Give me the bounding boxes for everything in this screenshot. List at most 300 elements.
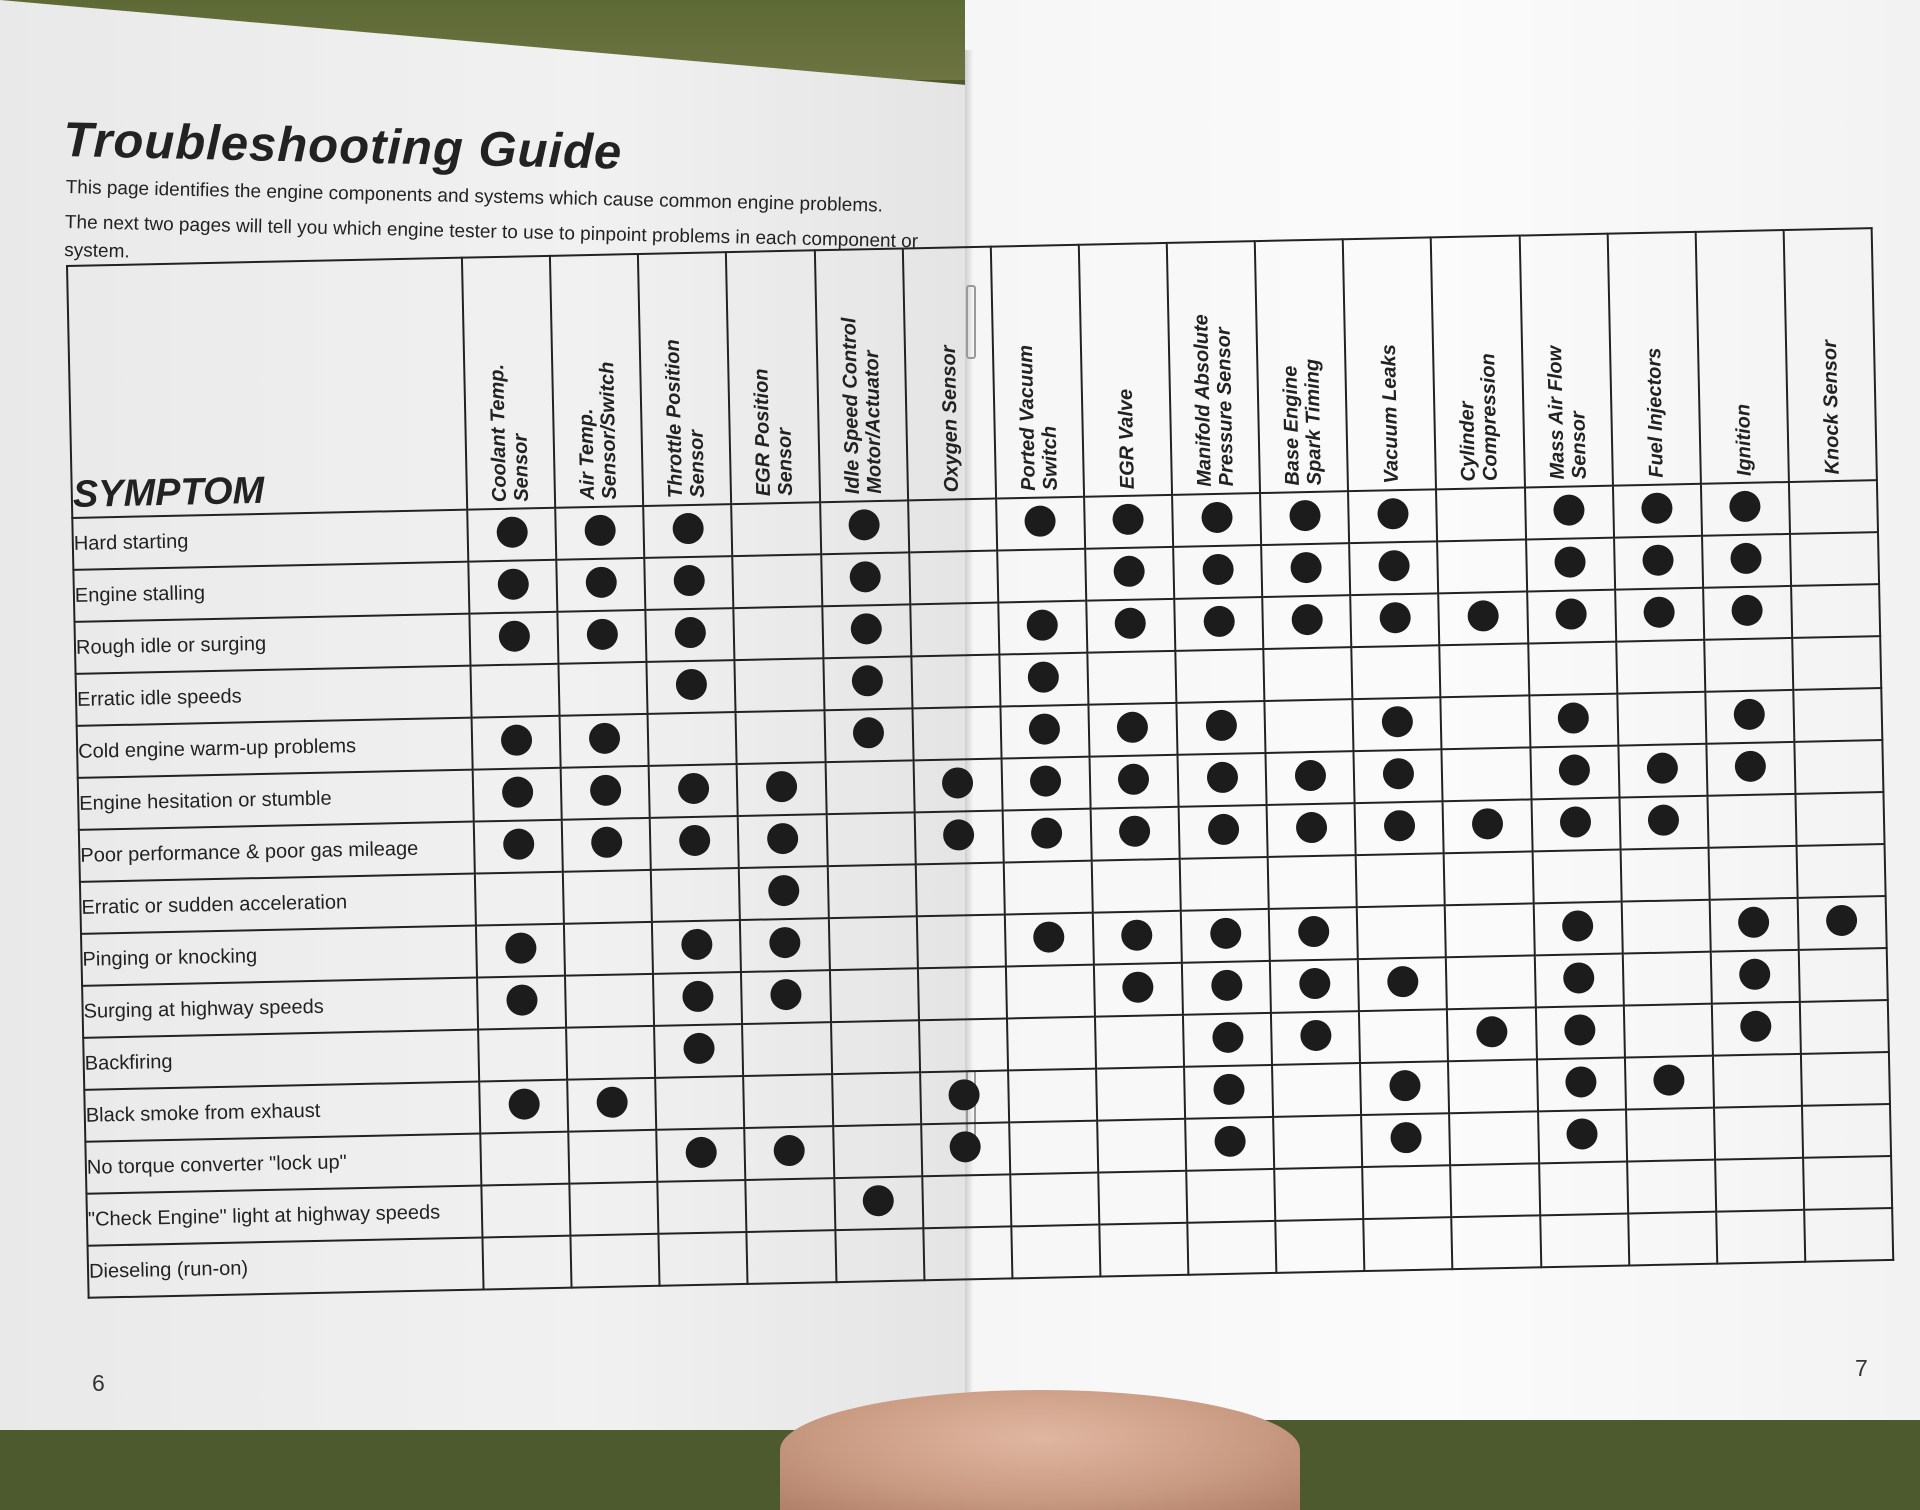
indicator-cell [1355,801,1444,855]
indicator-dot-icon [1560,806,1592,838]
indicator-cell [1099,1223,1188,1277]
indicator-cell [648,712,737,766]
indicator-cell [1096,1067,1185,1121]
indicator-dot-icon [1201,502,1233,534]
indicator-cell [1002,809,1091,863]
indicator-cell [828,916,917,970]
indicator-dot-icon [1298,916,1330,948]
indicator-dot-icon [585,567,617,599]
indicator-dot-icon [768,875,800,907]
symptom-label: Engine hesitation or stumble [78,770,474,830]
indicator-dot-icon [1566,1118,1598,1150]
indicator-cell [653,972,742,1026]
indicator-cell [651,868,740,922]
indicator-cell [1709,898,1798,952]
indicator-dot-icon [769,927,801,959]
indicator-cell [1794,740,1883,794]
indicator-cell [1444,851,1533,905]
indicator-cell [1088,703,1177,757]
indicator-cell [913,759,1002,813]
indicator-cell [1706,742,1795,796]
indicator-cell [736,710,825,764]
indicator-cell [737,762,826,816]
indicator-cell [999,653,1088,707]
indicator-dot-icon [588,723,620,755]
indicator-cell [740,918,829,972]
indicator-cell [470,664,559,718]
indicator-cell [1185,1117,1274,1171]
indicator-dot-icon [1472,808,1504,840]
indicator-dot-icon [849,561,881,593]
indicator-cell [1452,1215,1541,1269]
indicator-dot-icon [766,771,798,803]
indicator-dot-icon [1300,1020,1332,1052]
indicator-dot-icon [1205,710,1237,742]
indicator-dot-icon [851,613,883,645]
indicator-cell [914,811,1003,865]
indicator-cell [474,820,563,874]
indicator-dot-icon [1377,498,1409,530]
indicator-cell [910,603,999,657]
indicator-dot-icon [1384,810,1416,842]
indicator-cell [1350,593,1439,647]
indicator-cell [650,816,739,870]
indicator-cell [1532,850,1621,904]
indicator-cell [1265,699,1354,753]
indicator-cell [467,508,556,562]
indicator-cell [1791,584,1880,638]
indicator-cell [827,864,916,918]
indicator-cell [647,660,736,714]
indicator-cell [1181,909,1270,963]
indicator-cell [1800,1000,1889,1054]
indicator-cell [646,608,735,662]
indicator-dot-icon [685,1137,717,1169]
indicator-dot-icon [596,1086,628,1118]
indicator-cell [1622,952,1711,1006]
indicator-dot-icon [1289,500,1321,532]
indicator-dot-icon [1033,921,1065,953]
indicator-cell [1616,640,1705,694]
component-header-8 [1167,241,1260,495]
indicator-cell [1097,1119,1186,1173]
indicator-cell [1352,645,1441,699]
indicator-cell [1615,588,1704,642]
indicator-dot-icon [1291,604,1323,636]
indicator-cell [1716,1210,1805,1264]
indicator-dot-icon [498,620,530,652]
component-label: Manifold Absolute Pressure Sensor [1190,314,1238,488]
indicator-cell [919,1018,1008,1072]
indicator-cell [820,500,909,554]
indicator-cell [1451,1163,1540,1217]
indicator-cell [1445,903,1534,957]
indicator-cell [556,558,645,612]
indicator-cell [1358,957,1447,1011]
indicator-cell [1176,701,1265,755]
indicator-cell [744,1074,833,1128]
indicator-cell [1703,586,1792,640]
indicator-cell [1263,647,1352,701]
indicator-dot-icon [497,568,529,600]
indicator-cell [1008,1069,1097,1123]
component-header-10 [1343,237,1436,491]
indicator-cell [1175,649,1264,703]
indicator-cell [1617,692,1706,746]
symptom-label: Hard starting [72,510,468,570]
indicator-dot-icon [1203,606,1235,638]
indicator-cell [1705,690,1794,744]
indicator-cell [1804,1208,1893,1262]
indicator-dot-icon [1476,1016,1508,1048]
symptom-label: Erratic idle speeds [76,666,472,726]
indicator-cell [656,1128,745,1182]
indicator-dot-icon [1554,546,1586,578]
indicator-dot-icon [1207,814,1239,846]
indicator-dot-icon [1029,713,1061,745]
indicator-cell [832,1072,921,1126]
indicator-dot-icon [1735,751,1767,783]
indicator-dot-icon [1642,544,1674,576]
component-header-14 [1695,230,1788,484]
indicator-cell [472,716,561,770]
indicator-dot-icon [1030,765,1062,797]
indicator-cell [1524,486,1613,540]
indicator-cell [1440,643,1529,697]
indicator-dot-icon [496,516,528,548]
symptom-label: Cold engine warm-up problems [77,718,473,778]
indicator-dot-icon [591,826,623,858]
indicator-cell [1180,857,1269,911]
component-header-3 [726,250,819,504]
indicator-dot-icon [1564,1014,1596,1046]
indicator-cell [1003,861,1092,915]
component-header-11 [1431,236,1524,490]
indicator-dot-icon [1213,1074,1245,1106]
indicator-dot-icon [1387,966,1419,998]
indicator-cell [921,1122,1010,1176]
indicator-dot-icon [675,669,707,701]
indicator-cell [1793,688,1882,742]
indicator-dot-icon [773,1135,805,1167]
indicator-cell [747,1230,836,1284]
indicator-cell [1087,651,1176,705]
indicator-cell [835,1228,924,1282]
indicator-dot-icon [1563,962,1595,994]
indicator-dot-icon [674,617,706,649]
indicator-cell [1356,853,1445,907]
indicator-cell [1090,807,1179,861]
indicator-cell [1801,1052,1890,1106]
indicator-cell [1353,697,1442,751]
indicator-dot-icon [1739,958,1771,990]
indicator-dot-icon [1113,503,1145,535]
indicator-cell [912,707,1001,761]
indicator-cell [1443,799,1532,853]
indicator-dot-icon [1381,706,1413,738]
component-header-2 [638,252,731,506]
indicator-cell [997,549,1086,603]
indicator-dot-icon [1114,555,1146,587]
indicator-cell [1538,1110,1627,1164]
component-label: Coolant Temp. Sensor [486,363,534,503]
indicator-cell [1273,1115,1362,1169]
indicator-dot-icon [1295,812,1327,844]
indicator-cell [922,1174,1011,1228]
indicator-cell [562,818,651,872]
indicator-cell [1357,905,1446,959]
component-label: EGR Valve [1114,388,1139,490]
indicator-cell [1272,1063,1361,1117]
indicator-cell [1269,907,1358,961]
indicator-cell [569,1182,658,1236]
indicator-cell [1713,1054,1802,1108]
indicator-cell [916,914,1005,968]
indicator-cell [652,920,741,974]
troubleshooting-table [66,227,1894,1299]
component-header-6 [991,245,1084,499]
indicator-cell [468,560,557,614]
indicator-cell [1095,1015,1184,1069]
indicator-cell [1528,642,1617,696]
indicator-cell [645,556,734,610]
indicator-cell [1085,547,1174,601]
indicator-cell [480,1132,569,1186]
indicator-cell [1261,543,1350,597]
indicator-cell [1715,1158,1804,1212]
indicator-cell [1530,746,1619,800]
indicator-cell [1707,794,1796,848]
indicator-dot-icon [1643,596,1675,628]
indicator-dot-icon [501,776,533,808]
indicator-cell [1349,541,1438,595]
indicator-cell [918,966,1007,1020]
indicator-cell [1799,948,1888,1002]
indicator-cell [822,604,911,658]
indicator-cell [1790,532,1879,586]
indicator-dot-icon [767,823,799,855]
table-header-row [67,228,1877,518]
component-header-13 [1607,232,1700,486]
symptom-label: Dieseling (run-on) [88,1237,484,1297]
indicator-cell [1361,1113,1450,1167]
indicator-dot-icon [1653,1064,1685,1096]
component-header-12 [1519,234,1612,488]
symptom-header-label: SYMPTOM [72,469,265,516]
indicator-dot-icon [672,513,704,545]
indicator-dot-icon [679,825,711,857]
indicator-dot-icon [1118,763,1150,795]
indicator-cell [1360,1061,1449,1115]
indicator-cell [746,1178,835,1232]
indicator-cell [821,552,910,606]
symptom-label: Black smoke from exhaust [84,1082,480,1142]
indicator-dot-icon [1732,595,1764,627]
intro-line-2: The next two pages will tell you which engine tester to use to pinpoint problems in each component or system. [64,211,919,263]
component-label: Vacuum Leaks [1378,343,1404,484]
indicator-cell [1802,1104,1891,1158]
symptom-label: "Check Engine" light at highway speeds [86,1186,482,1246]
page-number-right: 7 [1855,1355,1868,1381]
indicator-cell [1007,1017,1096,1071]
indicator-cell [1174,597,1263,651]
indicator-cell [567,1078,656,1132]
indicator-dot-icon [678,773,710,805]
indicator-cell [1183,1013,1272,1067]
symptom-label: No torque converter "lock up" [85,1134,481,1194]
indicator-cell [1441,695,1530,749]
indicator-dot-icon [863,1185,895,1217]
indicator-cell [1627,1160,1716,1214]
indicator-cell [735,658,824,712]
indicator-cell [564,922,653,976]
indicator-cell [1796,844,1885,898]
indicator-dot-icon [502,828,534,860]
indicator-cell [473,768,562,822]
indicator-dot-icon [1117,711,1149,743]
indicator-dot-icon [950,1131,982,1163]
component-label: Cylinder Compression [1456,353,1503,482]
indicator-cell [1704,638,1793,692]
indicator-cell [563,870,652,924]
indicator-cell [1620,848,1709,902]
component-header-0 [462,256,555,510]
indicator-dot-icon [770,979,802,1011]
indicator-cell [834,1176,923,1230]
indicator-dot-icon [1559,754,1591,786]
indicator-cell [1795,792,1884,846]
indicator-cell [1266,751,1355,805]
intro-line-1: This page identifies the engine components and systems which cause common engine problems. [65,176,884,217]
indicator-cell [555,506,644,560]
indicator-dot-icon [852,665,884,697]
indicator-cell [559,662,648,716]
indicator-dot-icon [1558,702,1590,734]
indicator-cell [923,1226,1012,1280]
indicator-dot-icon [943,819,975,851]
indicator-cell [734,606,823,660]
page-number-left: 6 [92,1370,105,1396]
indicator-dot-icon [1202,554,1234,586]
symptom-label: Poor performance & poor gas mileage [79,822,475,882]
symptom-label: Pinging or knocking [81,926,477,986]
indicator-cell [1527,590,1616,644]
component-header-4 [814,248,907,502]
component-header-5 [902,247,995,501]
component-header-1 [550,254,643,508]
indicator-dot-icon [1731,543,1763,575]
indicator-cell [481,1184,570,1238]
indicator-dot-icon [1389,1070,1421,1102]
indicator-dot-icon [681,929,713,961]
table-body [72,480,1893,1298]
indicator-cell [1614,536,1703,590]
indicator-dot-icon [1294,760,1326,792]
indicator-cell [1702,534,1791,588]
indicator-cell [824,708,913,762]
indicator-dot-icon [848,509,880,541]
indicator-cell [831,1020,920,1074]
indicator-cell [477,976,566,1030]
component-label: Base Engine Spark Timing [1279,358,1327,486]
indicator-cell [1354,749,1443,803]
indicator-dot-icon [1641,492,1673,524]
indicator-cell [1182,961,1271,1015]
component-label: EGR Position Sensor [750,368,798,497]
indicator-cell [1009,1121,1098,1175]
indicator-cell [479,1080,568,1134]
indicator-cell [1173,545,1262,599]
component-header-9 [1255,239,1348,493]
indicator-dot-icon [1648,804,1680,836]
indicator-cell [655,1076,744,1130]
indicator-cell [1539,1162,1628,1216]
component-label: Throttle Position Sensor [662,339,710,499]
indicator-cell [1439,591,1528,645]
indicator-cell [1179,805,1268,859]
indicator-cell [568,1130,657,1184]
indicator-cell [659,1232,748,1286]
indicator-cell [909,551,998,605]
indicator-cell [1268,855,1357,909]
indicator-dot-icon [584,515,616,547]
indicator-cell [739,866,828,920]
indicator-cell [1362,1165,1451,1219]
indicator-cell [825,760,914,814]
indicator-dot-icon [683,1033,715,1065]
indicator-dot-icon [1115,607,1147,639]
indicator-dot-icon [1553,494,1585,526]
indicator-cell [1098,1171,1187,1225]
indicator-cell [1447,1007,1536,1061]
indicator-dot-icon [1565,1066,1597,1098]
indicator-dot-icon [1390,1122,1422,1154]
symptom-column-header [67,258,467,518]
indicator-cell [1442,747,1531,801]
indicator-cell [1529,694,1618,748]
indicator-dot-icon [1382,758,1414,790]
indicator-cell [833,1124,922,1178]
indicator-dot-icon [505,932,537,964]
indicator-cell [1010,1173,1099,1227]
indicator-cell [1789,480,1878,534]
indicator-cell [1092,859,1181,913]
indicator-cell [823,656,912,710]
indicator-cell [1623,1004,1712,1058]
indicator-cell [1701,482,1790,536]
indicator-cell [1708,846,1797,900]
indicator-cell [908,499,997,553]
indicator-cell [1533,902,1622,956]
indicator-cell [1275,1219,1364,1273]
indicator-dot-icon [1562,910,1594,942]
troubleshooting-table-wrapper [66,227,1892,1299]
indicator-cell [1628,1212,1717,1266]
indicator-cell [1364,1217,1453,1271]
indicator-cell [566,1026,655,1080]
component-label: Knock Sensor [1818,339,1844,475]
indicator-cell [1184,1065,1273,1119]
indicator-dot-icon [500,724,532,756]
indicator-dot-icon [1738,906,1770,938]
indicator-cell [658,1180,747,1234]
indicator-dot-icon [682,981,714,1013]
indicator-dot-icon [1729,491,1761,523]
indicator-cell [1186,1169,1275,1223]
indicator-cell [998,601,1087,655]
indicator-dot-icon [673,565,705,597]
indicator-cell [1006,965,1095,1019]
